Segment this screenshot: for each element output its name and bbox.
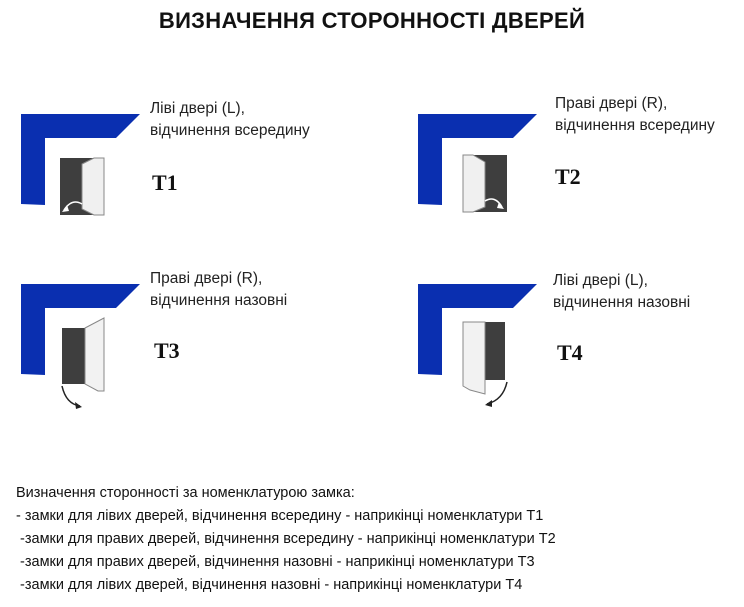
panel-t2-line2: відчинення всередину [555, 117, 715, 134]
panel-t2-line1: Праві двері (R), [555, 95, 668, 112]
panel-t1-line1: Ліві двері (L), [150, 100, 245, 117]
notes-item-t3: -замки для правих дверей, відчинення назовні - наприкінці номенклатури Т3 [16, 554, 535, 570]
panel-t1-code: T1 [152, 170, 178, 195]
panel-t1-line2: відчинення всередину [150, 122, 310, 139]
panel-t4-line1: Ліві двері (L), [553, 272, 648, 289]
panel-t3 [18, 262, 358, 422]
panel-t3-line1: Праві двері (R), [150, 270, 263, 287]
nomenclature-notes [16, 482, 716, 597]
panel-t4 [415, 262, 744, 422]
page-title: ВИЗНАЧЕННЯ СТОРОННОСТІ ДВЕРЕЙ [158, 8, 586, 33]
notes-item-t2: -замки для правих дверей, відчинення всередину - наприкінці номенклатури Т2 [16, 531, 556, 547]
panel-t2-code: T2 [555, 164, 581, 189]
notes-item-t4: -замки для лівих дверей, відчинення назовні - наприкінці номенклатури Т4 [16, 577, 523, 593]
panel-t3-code: T3 [154, 338, 180, 363]
panel-t2 [415, 92, 744, 252]
notes-heading: Визначення сторонності за номенклатурою замка: [16, 485, 355, 501]
panel-t4-code: T4 [557, 340, 583, 365]
notes-item-t1: - замки для лівих дверей, відчинення всередину - наприкінці номенклатури Т1 [16, 508, 544, 524]
panel-t3-line2: відчинення назовні [150, 292, 288, 309]
panel-t1 [18, 92, 358, 252]
panel-t4-line2: відчинення назовні [553, 294, 691, 311]
